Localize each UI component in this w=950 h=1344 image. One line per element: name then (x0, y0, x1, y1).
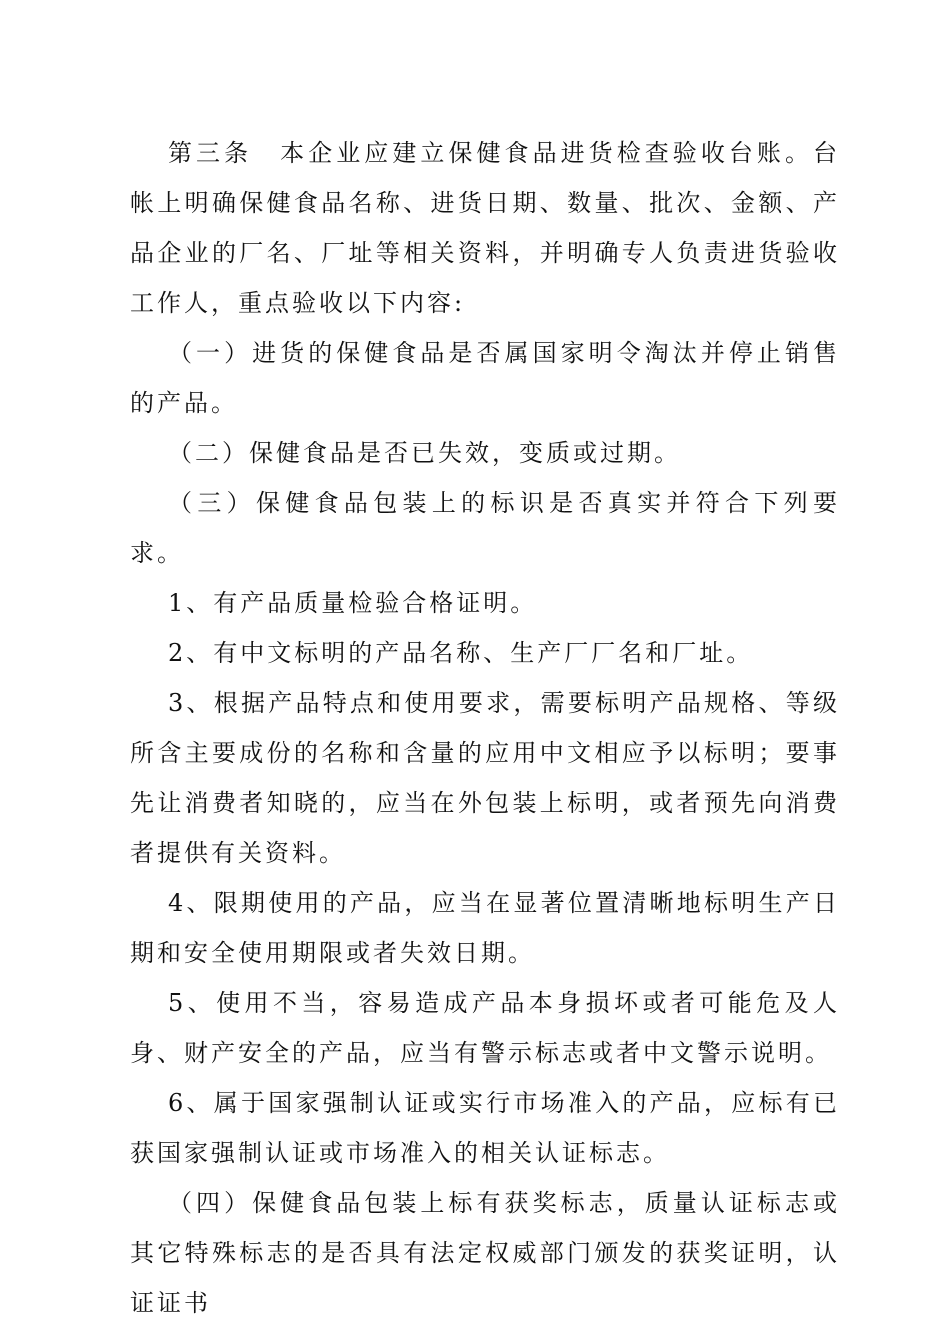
paragraph-sub-3: 3、根据产品特点和使用要求，需要标明产品规格、等级所含主要成份的名称和含量的应用中文相应予以标明；要事先让消费者知晓的，应当在外包装上标明，或者预先向消费者提供有关资料。 (130, 689, 840, 867)
paragraph-sub-6: 6、属于国家强制认证或实行市场准入的产品，应标有已获国家强制认证或市场准入的相关认证标志。 (130, 1089, 840, 1167)
paragraph-sub-1: 1、有产品质量检验合格证明。 (168, 589, 538, 617)
paragraph-item-2: （二）保健食品是否已失效，变质或过期。 (168, 439, 681, 467)
paragraph-sub-4: 4、限期使用的产品，应当在显著位置清晰地标明生产日期和安全使用期限或者失效日期。 (130, 889, 840, 967)
paragraph-article-3: 第三条 本企业应建立保健食品进货检查验收台账。台帐上明确保健食品名称、进货日期、数量、批次、金额、产品企业的厂名、厂址等相关资料，并明确专人负责进货验收工作人，重点验收以下内容: (130, 139, 840, 317)
paragraph-item-1: （一）进货的保健食品是否属国家明令淘汰并停止销售的产品。 (130, 339, 840, 417)
paragraph-item-4: （四）保健食品包装上标有获奖标志，质量认证标志或其它特殊标志的是否具有法定权威部门颁发的获奖证明，认证证书 (130, 1189, 840, 1317)
paragraph-sub-5: 5、使用不当，容易造成产品本身损坏或者可能危及人身、财产安全的产品，应当有警示标志或者中文警示说明。 (130, 989, 840, 1067)
paragraph-sub-2: 2、有中文标明的产品名称、生产厂厂名和厂址。 (168, 639, 754, 667)
paragraph-item-3: （三）保健食品包装上的标识是否真实并符合下列要求。 (130, 489, 840, 567)
